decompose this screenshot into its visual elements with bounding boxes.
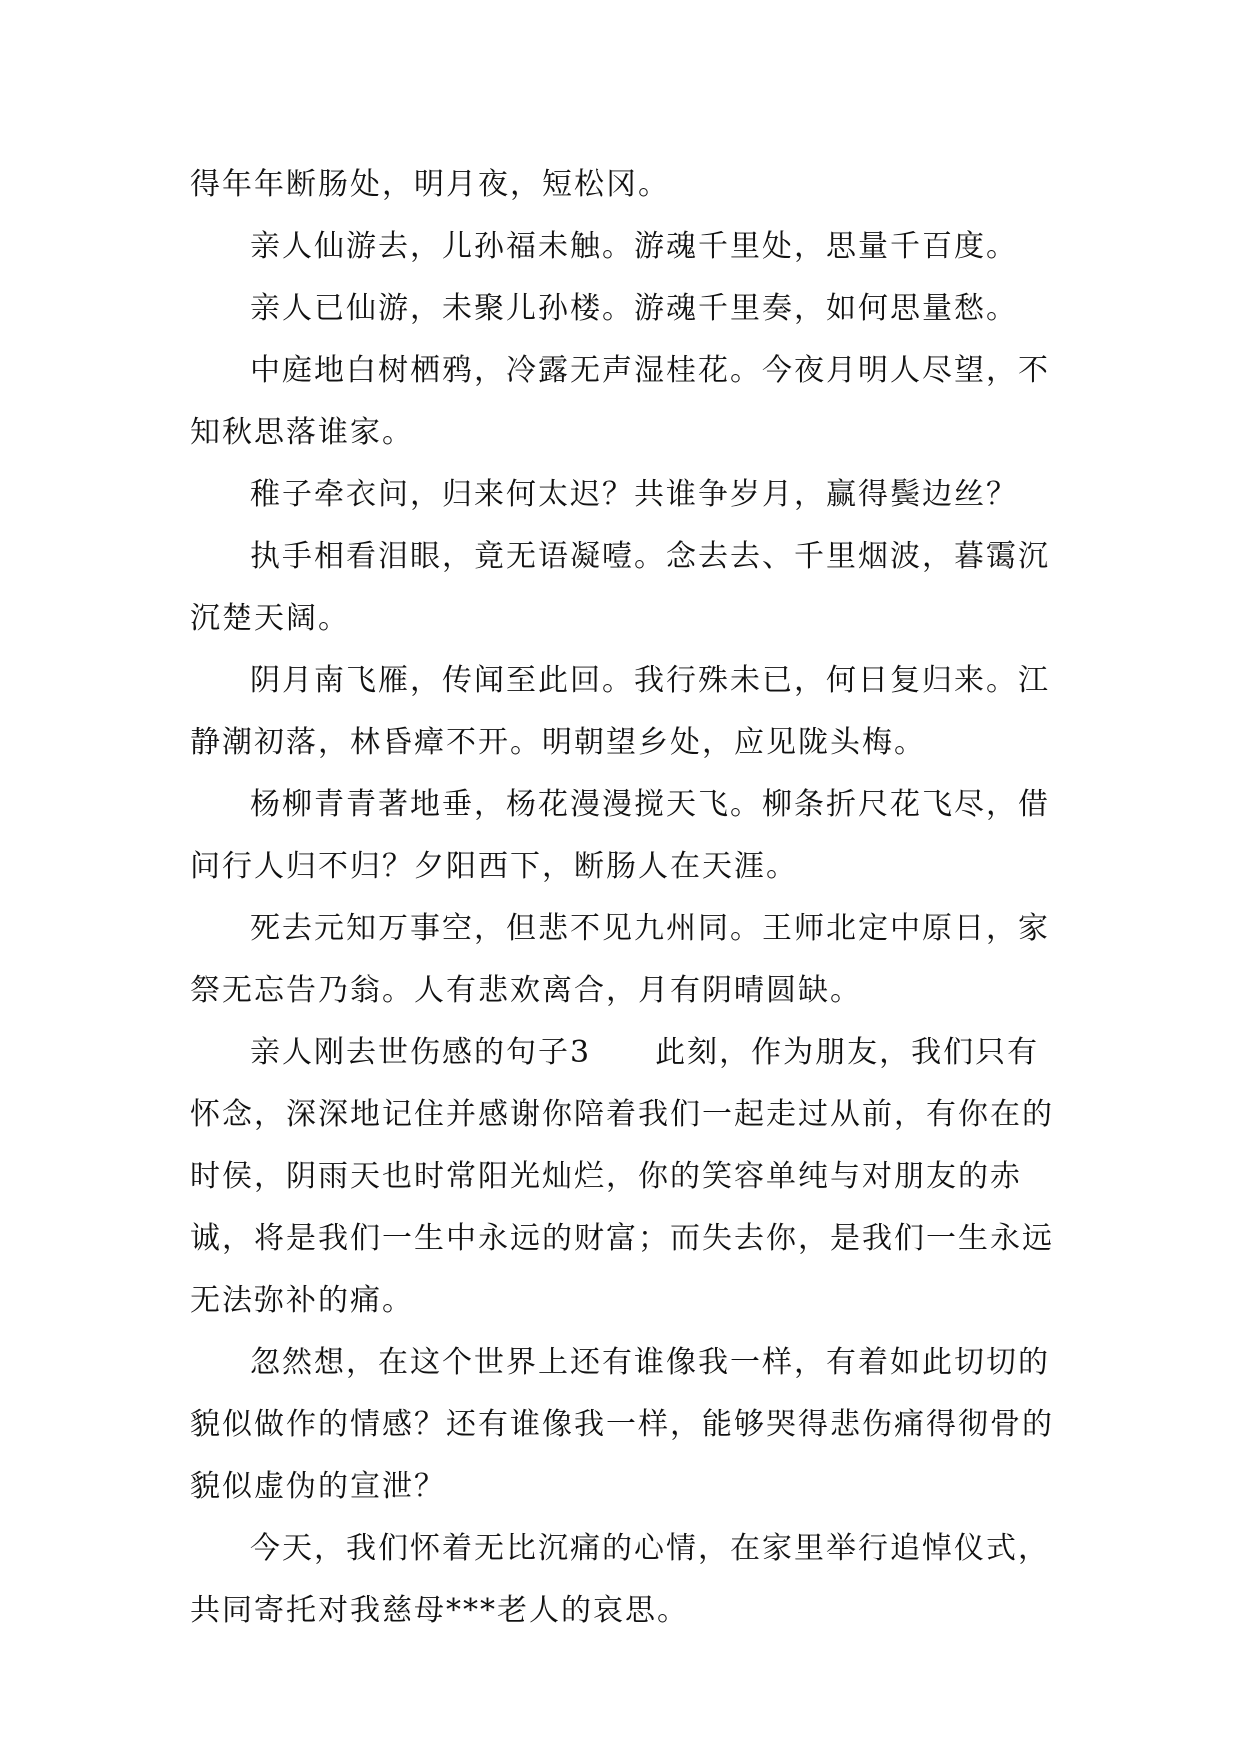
paragraph: 稚子牵衣问，归来何太迟？共谁争岁月，赢得鬓边丝？ [250,477,1018,512]
paragraph: 忽然想，在这个世界上还有谁像我一样，有着如此切切的貌似做作的情感？还有谁像我一样，能够哭得悲伤痛得彻骨的貌似虚伪的宣泄？ [190,1345,1054,1504]
document-body [190,154,1070,1642]
paragraph: 阴月南飞雁，传闻至此回。我行殊未已，何日复归来。江静潮初落，林昏瘴不开。明朝望乡处，应见陇头梅。 [190,663,1050,760]
paragraph: 亲人刚去世伤感的句子3 此刻，作为朋友，我们只有怀念，深深地记住并感谢你陪着我们一起走过从前，有你在的时侯，阴雨天也时常阳光灿烂，你的笑容单纯与对朋友的赤诚，将是我们一生中永远的财富；而失去你，是我们一生永远无法弥补的痛。 [190,1035,1054,1318]
paragraph: 执手相看泪眼，竟无语凝噎。念去去、千里烟波，暮霭沉沉楚天阔。 [190,539,1050,636]
paragraph: 中庭地白树栖鸦，冷露无声湿桂花。今夜月明人尽望，不知秋思落谁家。 [190,353,1050,450]
paragraph: 死去元知万事空，但悲不见九州同。王师北定中原日，家祭无忘告乃翁。人有悲欢离合，月有阴晴圆缺。 [190,911,1050,1008]
paragraph: 今天，我们怀着无比沉痛的心情，在家里举行追悼仪式，共同寄托对我慈母***老人的哀思。 [190,1531,1050,1628]
paragraph: 亲人已仙游，未聚儿孙楼。游魂千里奏，如何思量愁。 [250,291,1018,326]
paragraph: 亲人仙游去，儿孙福未触。游魂千里处，思量千百度。 [250,229,1018,264]
paragraph: 得年年断肠处，明月夜，短松冈。 [190,167,670,202]
paragraph: 杨柳青青著地垂，杨花漫漫搅天飞。柳条折尺花飞尽，借问行人归不归？夕阳西下，断肠人在天涯。 [190,787,1050,884]
